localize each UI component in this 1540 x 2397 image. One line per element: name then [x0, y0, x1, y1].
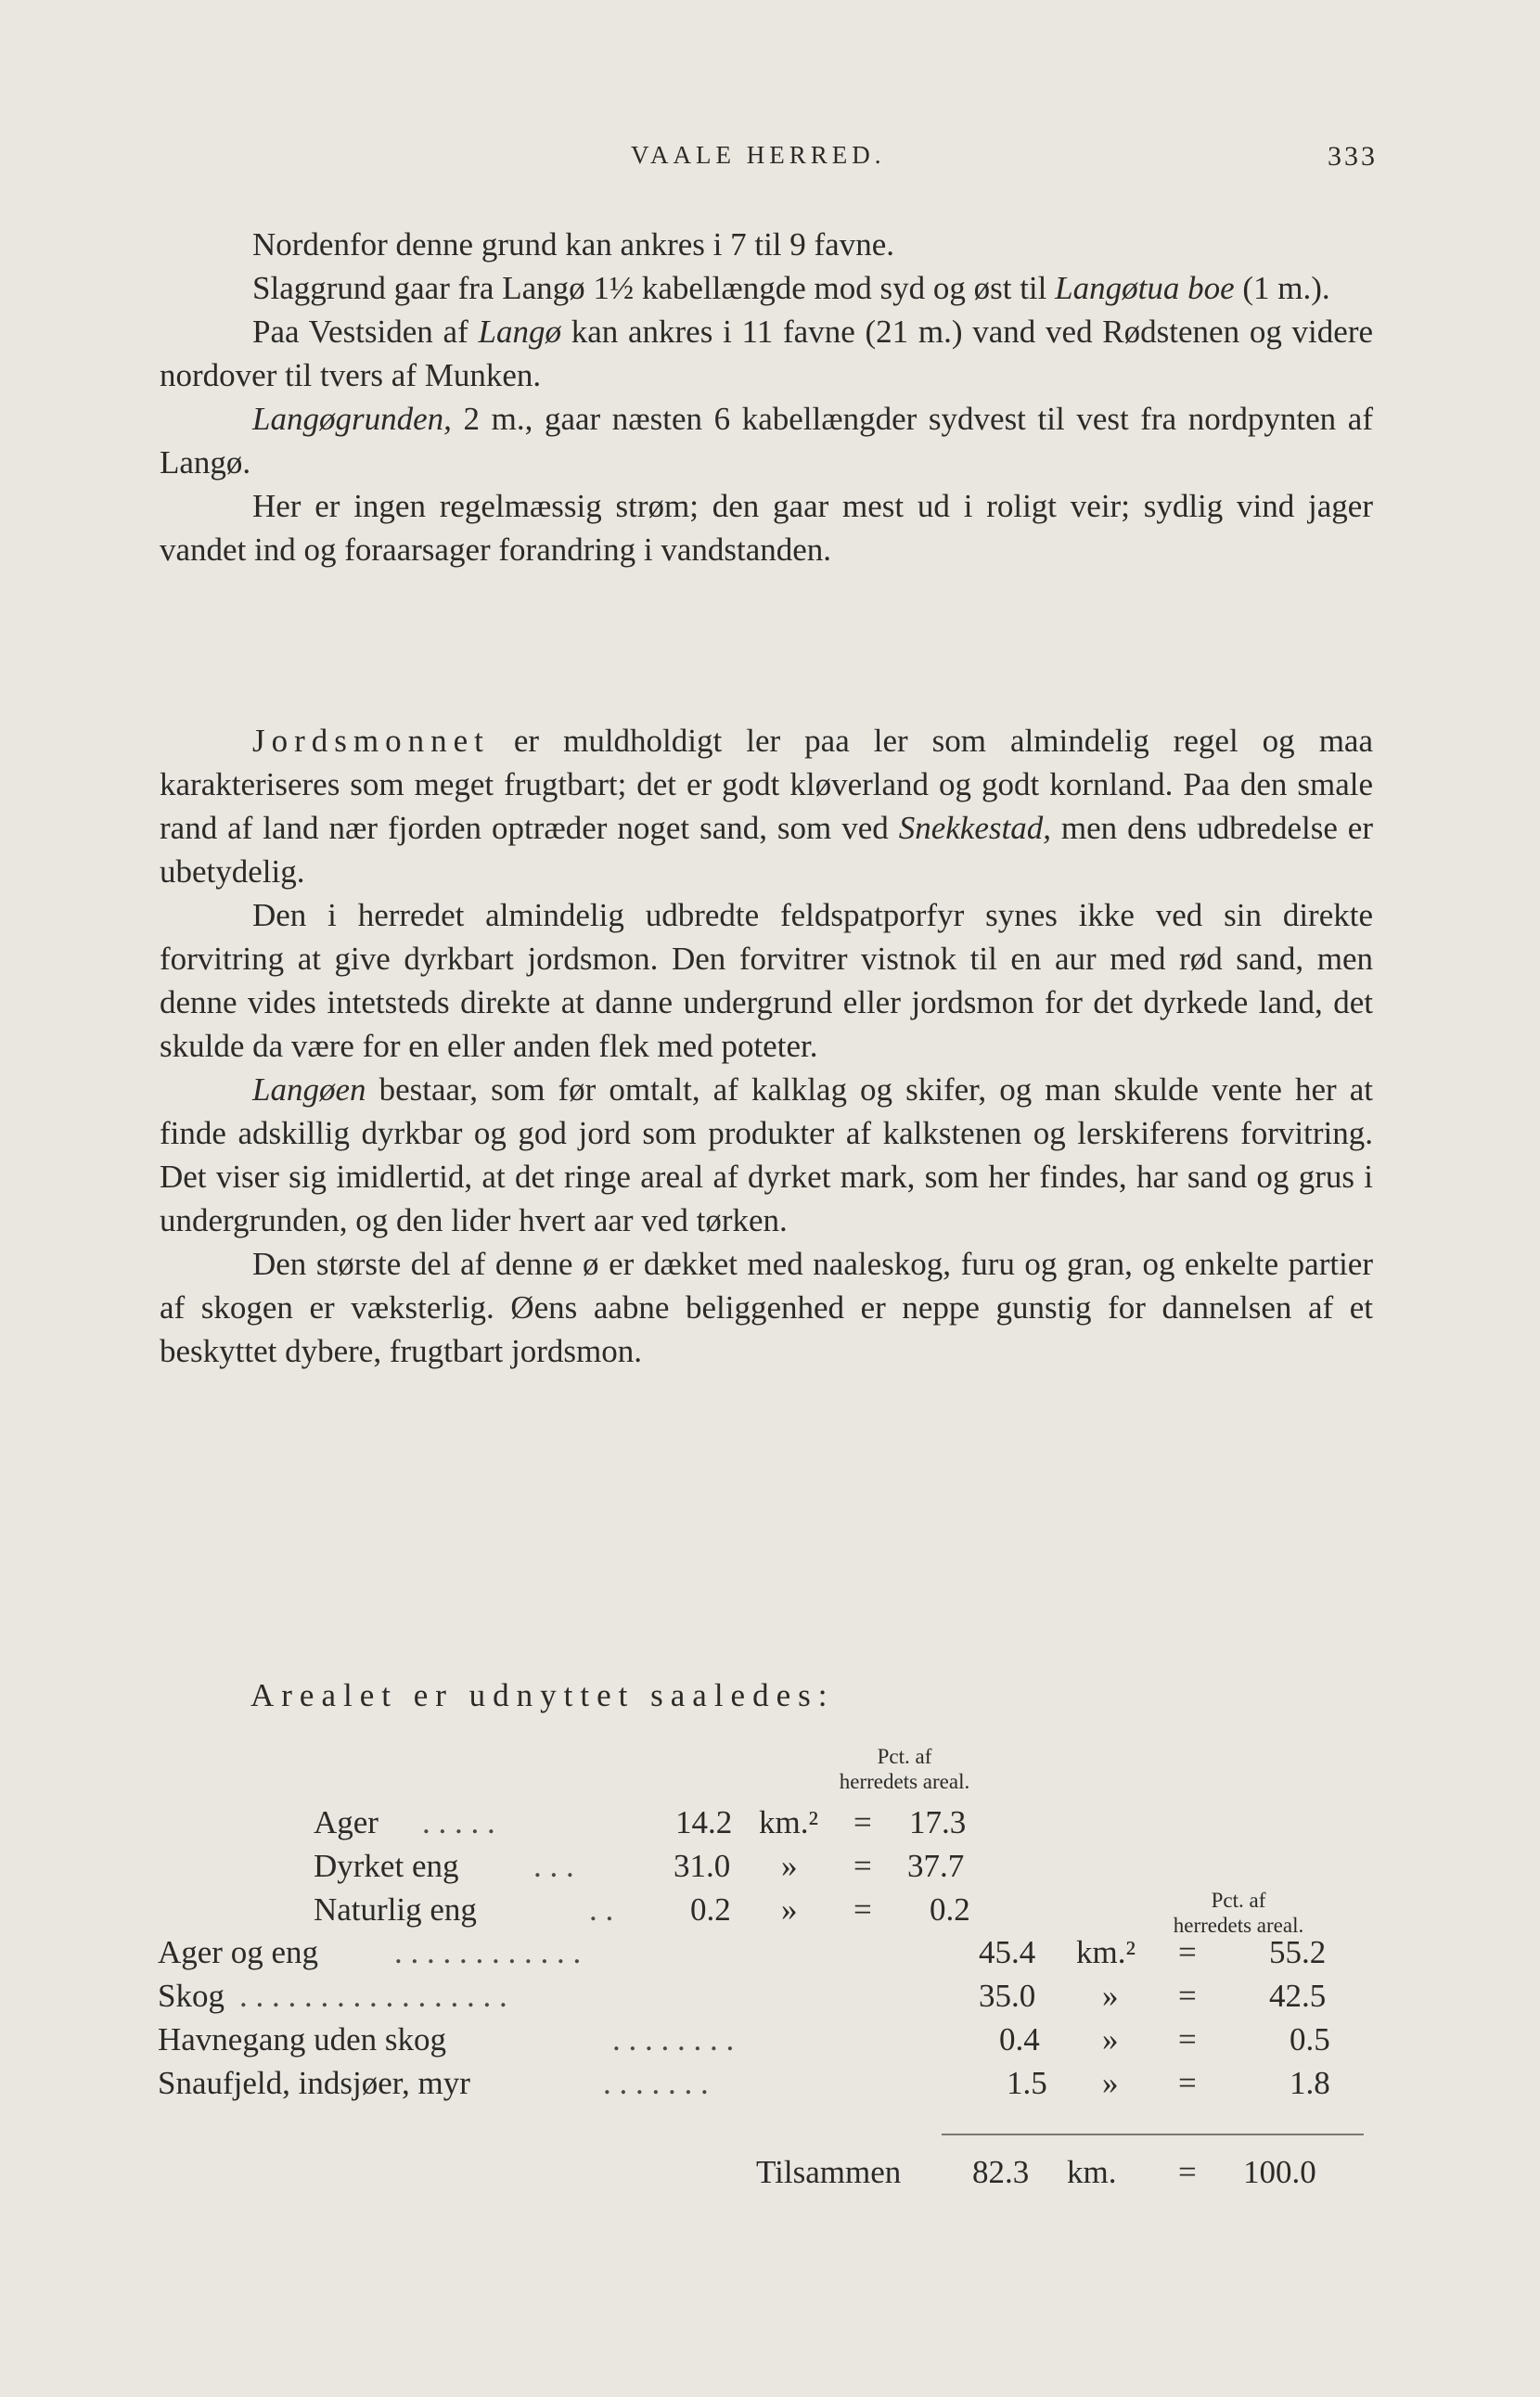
table-row	[0, 2065, 1540, 2108]
equals-sign: =	[853, 1891, 872, 1928]
table-intro: Arealet er udnyttet saaledes:	[250, 1677, 835, 1713]
leader-dots: . . . . . . . . . . . .	[394, 1934, 582, 1970]
equals-sign: =	[853, 1804, 872, 1840]
paragraph-text: Nordenfor denne grund kan ankres i 7 til 9 favne.	[252, 226, 895, 263]
area-unit: km.²	[759, 1804, 818, 1840]
pct-value: 1.8	[1290, 2065, 1330, 2101]
paragraph-text: (1 m.).	[1234, 270, 1330, 306]
area-unit: »	[781, 1848, 798, 1884]
place-name: Langøen	[252, 1071, 366, 1108]
paragraph	[160, 893, 1373, 1068]
paragraph-text: Den største del af denne ø er dækket med naaleskog, furu og gran, og enkelte partier af skogen er væksterlig. Øens aabne beliggenhed er neppe gunstig for dannelsen af et beskyttet dybere, frugtbart jordsmon.	[160, 1246, 1373, 1369]
paragraph-text: Her er ingen regelmæssig strøm; den gaar mest ud i roligt veir; sydlig vind jager vandet ind og foraarsager forandring i vandstanden.	[160, 488, 1373, 568]
total-label: Tilsammen	[756, 2154, 902, 2190]
paragraph	[160, 1242, 1373, 1373]
paragraph-text: Den i herredet almindelig udbredte feldspatporfyr synes ikke ved sin direkte forvitring at give dyrkbart jordsmon. Den forvitrer vistnok til en aur med rød sand, men denne vides intetsteds direkte at danne undergrund eller jordsmon for det dyrkede land, det skulde da være for en eller anden flek med poteter.	[160, 897, 1373, 1064]
leader-dots: . . . . .	[422, 1804, 495, 1840]
table-row	[0, 1934, 1540, 1977]
row-label: Snaufjeld, indsjøer, myr	[158, 2065, 470, 2101]
sum-rule	[942, 2134, 1364, 2135]
place-name: Langøtua boe	[1055, 270, 1235, 306]
table-row	[0, 1804, 1540, 1847]
equals-sign: =	[1178, 2154, 1197, 2190]
pct-value: 0.2	[930, 1891, 970, 1928]
equals-sign: =	[853, 1848, 872, 1884]
pct-header-sub	[826, 1744, 983, 1794]
total-unit: km.	[1067, 2154, 1117, 2190]
area-value: 45.4	[979, 1934, 1036, 1970]
row-label: Ager	[314, 1804, 379, 1840]
equals-sign: =	[1178, 2065, 1197, 2101]
table-row	[0, 2021, 1540, 2064]
paragraph-text: Paa Vestsiden af	[252, 314, 479, 350]
section-keyword: Jordsmonnet	[252, 723, 490, 759]
area-value: 0.4	[999, 2021, 1040, 2057]
page-header	[0, 141, 1540, 178]
paragraph	[160, 266, 1373, 310]
area-unit: »	[781, 1891, 798, 1928]
paragraph	[160, 719, 1373, 893]
pct-header-line: herredets areal.	[839, 1770, 970, 1793]
equals-sign: =	[1178, 2021, 1197, 2057]
paragraph-text: 2 m., gaar næsten 6 kabellængder sydvest til vest fra nordpynten af Langø.	[160, 401, 1373, 481]
pct-header-line: Pct. af	[1211, 1889, 1266, 1912]
place-name: Langø	[478, 314, 561, 350]
paragraph	[160, 397, 1373, 484]
pct-header-line: Pct. af	[877, 1745, 932, 1768]
soil-section	[160, 719, 1373, 1373]
leader-dots: . . . . . . . .	[612, 2021, 735, 2057]
total-pct: 100.0	[1243, 2154, 1316, 2190]
pct-value: 42.5	[1269, 1978, 1327, 2014]
area-unit: »	[1102, 1978, 1119, 2014]
row-label: Naturlig eng	[314, 1891, 477, 1928]
running-head: VAALE HERRED.	[631, 141, 886, 169]
paragraph-text: bestaar, som før omtalt, af kalklag og skifer, og man skulde vente her at finde adskillig dyrkbar og god jord som produkter af kalkstenen og lerskiferens forvitring. Det viser sig imidlertid, at det ringe areal af dyrket mark, som her findes, har sand og grus i undergrunden, og den lider hvert aar ved tørken.	[160, 1071, 1373, 1238]
paragraph	[160, 310, 1373, 397]
page-number: 333	[1328, 141, 1378, 172]
pct-value: 0.5	[1290, 2021, 1330, 2057]
table-row	[0, 1891, 1540, 1934]
row-label: Ager og eng	[158, 1934, 319, 1970]
leader-dots: . . . . . . .	[603, 2065, 709, 2101]
area-value: 0.2	[690, 1891, 731, 1928]
total-value: 82.3	[972, 2154, 1030, 2190]
row-label: Skog	[158, 1978, 225, 2014]
leader-dots: . .	[589, 1891, 614, 1928]
paragraph-text: er muldholdigt ler paa ler som almindelig regel og maa karakteriseres som meget frugtbart; det er godt kløverland og godt kornland. Paa den smale rand af land nær fjorden optræder noget sand, som ved	[160, 723, 1373, 846]
pct-value: 55.2	[1269, 1934, 1327, 1970]
equals-sign: =	[1178, 1978, 1197, 2014]
area-unit: »	[1102, 2065, 1119, 2101]
area-value: 1.5	[1007, 2065, 1047, 2101]
harbour-section	[160, 223, 1373, 571]
paragraph-text: men dens udbredelse er ubetydelig.	[160, 810, 1373, 890]
area-value: 14.2	[675, 1804, 733, 1840]
place-name: Langøgrunden,	[252, 401, 452, 437]
paragraph-text: kan ankres i 11 favne (21 m.) vand ved Rødstenen og videre nordover til tvers af Munken.	[160, 314, 1374, 393]
paragraph	[160, 1068, 1373, 1242]
total-row	[0, 2154, 1540, 2197]
place-name: Snekkestad,	[898, 810, 1051, 846]
area-value: 31.0	[674, 1848, 731, 1884]
pct-header-line: herredets areal.	[1173, 1914, 1304, 1937]
leader-dots: . . . . . . . . . . . . . . . . .	[239, 1978, 507, 2014]
table-row	[0, 1848, 1540, 1891]
row-label: Havnegang uden skog	[158, 2021, 447, 2057]
paragraph	[160, 484, 1373, 571]
paragraph	[160, 223, 1373, 266]
pct-value: 37.7	[907, 1848, 965, 1884]
table-row	[0, 1978, 1540, 2020]
row-label: Dyrket eng	[314, 1848, 459, 1884]
paragraph-text: Slaggrund gaar fra Langø 1½ kabellængde mod syd og øst til	[252, 270, 1056, 306]
leader-dots: . . .	[533, 1848, 574, 1884]
equals-sign: =	[1178, 1934, 1197, 1970]
area-unit: »	[1102, 2021, 1119, 2057]
area-value: 35.0	[979, 1978, 1036, 2014]
pct-value: 17.3	[909, 1804, 967, 1840]
area-unit: km.²	[1076, 1934, 1136, 1970]
